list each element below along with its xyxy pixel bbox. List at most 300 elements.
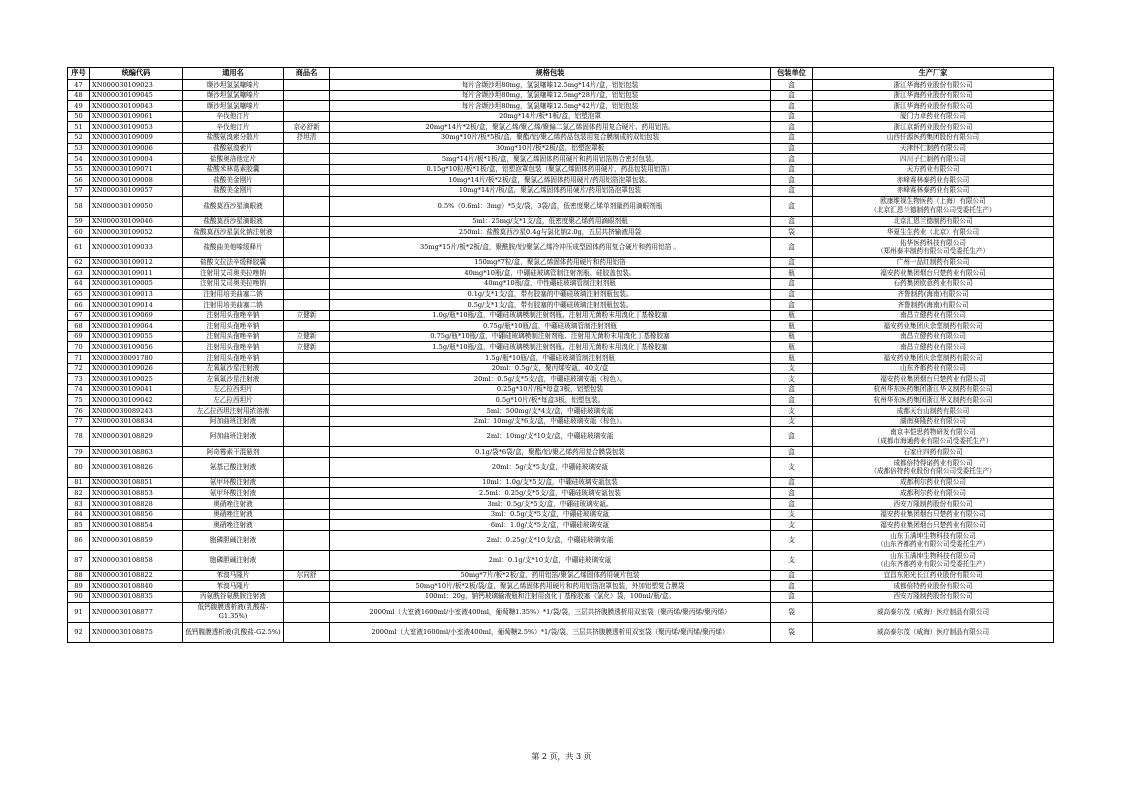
cell-package-unit: 盒 [771, 395, 813, 406]
cell-manufacturer: 杭州华东医药集团浙江华义制药有限公司 [813, 395, 1054, 406]
cell-index: 84 [68, 509, 90, 520]
cell-spec-package: 5ml：500mg/支*4支/盒，中硼硅玻璃安瓿 [330, 406, 771, 417]
cell-package-unit: 支 [771, 363, 813, 374]
cell-brand-name [284, 488, 330, 499]
drug-table [67, 67, 1054, 643]
cell-manufacturer: 福安药业集团烟台只楚药业有限公司 [813, 520, 1054, 531]
cell-code: XN000030109023 [90, 80, 183, 91]
cell-brand-name [284, 196, 330, 216]
cell-manufacturer: 福安药业集团庆余堂制药有限公司 [813, 321, 1054, 332]
cell-manufacturer: 成都利尔药业有限公司 [813, 477, 1054, 488]
cell-brand-name [284, 363, 330, 374]
cell-generic-name: 低钙腹膜透析液(乳酸盐-G2.5%) [183, 622, 284, 642]
cell-brand-name [284, 406, 330, 417]
table-row [68, 257, 1054, 268]
cell-code: XN000030109056 [90, 342, 183, 353]
cell-code: XN000030109005 [90, 278, 183, 289]
cell-generic-name: 苯溴马隆片 [183, 581, 284, 592]
cell-spec-package: 0.5g/支*1支/盒，带有胶塞的中硼硅玻璃注射剂瓶包装。 [330, 300, 771, 311]
cell-spec-package: 5ml：25mg/支*1支/盒，低密度聚乙烯药用滴眼剂瓶 [330, 216, 771, 227]
cell-brand-name [284, 164, 330, 175]
cell-code: XN000030108863 [90, 447, 183, 458]
table-row [68, 384, 1054, 395]
cell-spec-package: 0.15g*10粒/板*1板/盒，铝塑泡罩包装（聚氯乙烯固体药用硬片，药品包装用铝箔） [330, 164, 771, 175]
cell-code: XN000030108822 [90, 570, 183, 581]
cell-spec-package: 3ml：0.5g/支*5支/盒，中硼硅玻璃安瓿。 [330, 499, 771, 510]
cell-package-unit: 盒 [771, 185, 813, 196]
cell-generic-name: 盐酸莫西沙星氯化钠注射液 [183, 227, 284, 238]
cell-manufacturer: 山东玉满坤生物科技有限公司 （山东齐都药业有限公司受委托生产） [813, 530, 1054, 550]
cell-spec-package: 每片含缬沙坦80mg，氢氯噻嗪12.5mg*14片/盒，铝铝包装 [330, 80, 771, 91]
cell-manufacturer: 浙江华海药业股份有限公司 [813, 101, 1054, 112]
table-row [68, 353, 1054, 364]
cell-manufacturer: 南京丰恺思药物研发有限公司 （成都市海通药业有限公司受委托生产） [813, 427, 1054, 447]
cell-spec-package: 6ml：1.0g/支*5支/盒，中硼硅玻璃安瓿 [330, 520, 771, 531]
cell-spec-package: 0.1g/袋*6袋/盒，聚酯/铝/聚乙烯药用复合膜袋包装 [330, 447, 771, 458]
cell-index: 70 [68, 342, 90, 353]
cell-brand-name [284, 268, 330, 279]
cell-index: 90 [68, 591, 90, 602]
cell-brand-name: 尔同舒 [284, 570, 330, 581]
cell-code: XN000030108829 [90, 427, 183, 447]
cell-code: XN000030108826 [90, 457, 183, 477]
cell-manufacturer: 欧康维视生物医药（上海）有限公司 （北京汇恩兰德制药有限公司受委托生产） [813, 196, 1054, 216]
col-header-package-unit: 包装单位 [771, 68, 813, 80]
cell-generic-name: 盐酸美金刚片 [183, 175, 284, 186]
cell-code: XN000030108840 [90, 581, 183, 592]
cell-brand-name: 立健新 [284, 331, 330, 342]
table-row [68, 143, 1054, 154]
cell-manufacturer: 广州一品红制药有限公司 [813, 257, 1054, 268]
cell-brand-name [284, 237, 330, 257]
cell-brand-name: 抒坦清 [284, 132, 330, 143]
cell-index: 60 [68, 227, 90, 238]
table-row [68, 122, 1054, 133]
cell-generic-name: 阿奇霉素干混悬剂 [183, 447, 284, 458]
cell-package-unit: 盒 [771, 111, 813, 122]
cell-manufacturer: 山东玉满坤生物科技有限公司 （山东齐都药业有限公司受委托生产） [813, 550, 1054, 570]
cell-generic-name: 左氧氟沙星注射液 [183, 363, 284, 374]
cell-manufacturer: 杭州华东医药集团浙江华义制药有限公司 [813, 384, 1054, 395]
cell-spec-package: 30mg*10片/板*2板/盒，铝塑泡罩板 [330, 143, 771, 154]
cell-package-unit: 瓶 [771, 310, 813, 321]
cell-spec-package: 2ml：10mg/支*6支/盒，中硼硅玻璃安瓿（棕色）。 [330, 416, 771, 427]
table-row [68, 90, 1054, 101]
cell-manufacturer: 成都天台山制药有限公司 [813, 406, 1054, 417]
cell-index: 80 [68, 457, 90, 477]
table-row [68, 520, 1054, 531]
cell-index: 77 [68, 416, 90, 427]
cell-manufacturer: 威高泰尔茂（威海）医疗制品有限公司 [813, 602, 1054, 622]
cell-generic-name: 氨基己酸注射液 [183, 457, 284, 477]
cell-spec-package: 100ml：20g，钠钙玻璃输液瓶和注射用卤化丁基橡胶塞（氯化）袋，100ml/瓶/盒。 [330, 591, 771, 602]
cell-spec-package: 0.75g/瓶*10瓶/盒，中硼硅玻璃管制注射剂瓶 [330, 321, 771, 332]
cell-index: 92 [68, 622, 90, 642]
col-header-brand-name: 商品名 [284, 68, 330, 80]
cell-index: 58 [68, 196, 90, 216]
cell-index: 78 [68, 427, 90, 447]
cell-manufacturer: 齐鲁制药(海南)有限公司 [813, 289, 1054, 300]
cell-package-unit: 盒 [771, 289, 813, 300]
cell-generic-name: 注射用培美曲塞二钠 [183, 300, 284, 311]
cell-index: 66 [68, 300, 90, 311]
cell-package-unit: 盒 [771, 143, 813, 154]
cell-spec-package: 40mg*10瓶/盒，中硼硅玻璃管制注射剂瓶、硅胶盖包装。 [330, 268, 771, 279]
table-row [68, 550, 1054, 570]
cell-manufacturer: 山西仟源医药集团股份有限公司 [813, 132, 1054, 143]
table-row [68, 268, 1054, 279]
cell-package-unit: 支 [771, 520, 813, 531]
cell-code: XN000030109055 [90, 331, 183, 342]
cell-manufacturer: 福安药业集团烟台只楚药业有限公司 [813, 268, 1054, 279]
table-row [68, 310, 1054, 321]
cell-package-unit: 瓶 [771, 268, 813, 279]
cell-brand-name [284, 90, 330, 101]
cell-package-unit: 瓶 [771, 353, 813, 364]
table-row [68, 499, 1054, 510]
cell-generic-name: 左乙拉西坦片 [183, 384, 284, 395]
cell-spec-package: 2.5ml：0.25g/支*5支/盒，中硼硅玻璃安瓿包装 [330, 488, 771, 499]
cell-index: 83 [68, 499, 90, 510]
cell-spec-package: 1.5g/瓶*10瓶/盒，中硼硅玻璃管制注射剂瓶 [330, 353, 771, 364]
cell-package-unit: 盒 [771, 80, 813, 91]
table-row [68, 101, 1054, 112]
cell-spec-package: 5mg*14片/板*1板/盒，聚氯乙烯固体药用硬片和药用铝箔热合密封包装。 [330, 154, 771, 165]
cell-code: XN000030109042 [90, 395, 183, 406]
cell-manufacturer: 成都倍特得诺药业有限公司 （成都倍特药业股份有限公司受委托生产） [813, 457, 1054, 477]
cell-spec-package: 30mg*10片/板*5板/盒，聚酯/铝/聚乙烯药品包装用复合膜制成的双铝包装 [330, 132, 771, 143]
cell-spec-package: 每片含缬沙坦80mg，氢氯噻嗪12.5mg*28片/盒，铝铝包装 [330, 90, 771, 101]
cell-package-unit: 盒 [771, 101, 813, 112]
cell-spec-package: 10mg*14片/板/盒，聚氯乙烯固体药用硬片/药用铝箔泡罩包装 [330, 185, 771, 196]
cell-brand-name [284, 622, 330, 642]
cell-index: 74 [68, 384, 90, 395]
table-row [68, 175, 1054, 186]
cell-package-unit: 支 [771, 374, 813, 385]
col-header-index: 序号 [68, 68, 90, 80]
cell-brand-name [284, 289, 330, 300]
cell-generic-name: 盐酸米林葛素胶囊 [183, 164, 284, 175]
cell-generic-name: 奥硝唑注射液 [183, 509, 284, 520]
cell-spec-package: 20ml：0.5g/支*5支/盒，中硼硅玻璃安瓿（棕色）。 [330, 374, 771, 385]
cell-manufacturer: 宜昌东阳光长江药业股份有限公司 [813, 570, 1054, 581]
cell-brand-name [284, 550, 330, 570]
cell-generic-name: 左乙拉西坦片 [183, 395, 284, 406]
table-row [68, 278, 1054, 289]
cell-spec-package: 每片含缬沙坦80mg，氢氯噻嗪12.5mg*42片/盒，铝铝包装 [330, 101, 771, 112]
table-row [68, 447, 1054, 458]
cell-code: XN000030109011 [90, 268, 183, 279]
cell-package-unit: 盒 [771, 132, 813, 143]
col-header-spec-package: 规格包装 [330, 68, 771, 80]
cell-index: 69 [68, 331, 90, 342]
cell-index: 65 [68, 289, 90, 300]
cell-code: XN000030109006 [90, 143, 183, 154]
cell-code: XN000030109069 [90, 310, 183, 321]
cell-index: 53 [68, 143, 90, 154]
cell-brand-name [284, 278, 330, 289]
cell-code: XN000030109071 [90, 164, 183, 175]
cell-spec-package: 2ml：0.1g/支*10支/盒，中硼硅玻璃安瓿 [330, 550, 771, 570]
cell-index: 89 [68, 581, 90, 592]
cell-brand-name [284, 80, 330, 91]
table-row [68, 581, 1054, 592]
cell-package-unit: 支 [771, 457, 813, 477]
cell-spec-package: 3ml：0.5g/支*5支/盒，中硼硅玻璃安瓿 [330, 509, 771, 520]
cell-manufacturer: 成都利尔药业有限公司 [813, 488, 1054, 499]
table-row [68, 622, 1054, 642]
cell-manufacturer: 西安万隆制药股份有限公司 [813, 591, 1054, 602]
table-header-row [68, 68, 1054, 80]
cell-manufacturer: 浙江华海药业股份有限公司 [813, 90, 1054, 101]
cell-manufacturer: 南昌立健药业有限公司 [813, 342, 1054, 353]
cell-package-unit: 支 [771, 406, 813, 417]
cell-manufacturer: 天津怀仁制药有限公司 [813, 143, 1054, 154]
table-row [68, 488, 1054, 499]
cell-code: XN000030109014 [90, 300, 183, 311]
cell-manufacturer: 四川子仁制药有限公司 [813, 154, 1054, 165]
cell-generic-name: 盐酸莫西沙星滴眼液 [183, 196, 284, 216]
cell-generic-name: 奥硝唑注射液 [183, 499, 284, 510]
cell-spec-package: 50mg*7片/板*2板/盒，药用铝箔/聚氯乙烯固体药用硬片包装 [330, 570, 771, 581]
cell-spec-package: 50mg*10片/板*2板/袋/盒，聚氯乙烯固体药用硬片和药用铝箔泡罩包装，外加铝塑复合膜袋 [330, 581, 771, 592]
cell-spec-package: 0.1g/支*1支/盒，带有胶塞的中硼硅玻璃注射剂瓶包装。 [330, 289, 771, 300]
cell-spec-package: 1.5g/瓶*10瓶/盒，中硼硅玻璃模制注射剂瓶、注射用无菌粉末用溴化丁基橡胶塞 [330, 342, 771, 353]
cell-package-unit: 支 [771, 509, 813, 520]
table-row [68, 406, 1054, 417]
cell-index: 81 [68, 477, 90, 488]
cell-index: 76 [68, 406, 90, 417]
cell-generic-name: 胞磷胆碱注射液 [183, 550, 284, 570]
cell-code: XN000030109013 [90, 289, 183, 300]
cell-brand-name [284, 143, 330, 154]
cell-brand-name [284, 227, 330, 238]
cell-index: 75 [68, 395, 90, 406]
cell-package-unit: 盒 [771, 499, 813, 510]
col-header-code: 统编代码 [90, 68, 183, 80]
cell-brand-name [284, 374, 330, 385]
cell-manufacturer: 浙江京新药业股份有限公司 [813, 122, 1054, 133]
cell-code: XN000030108835 [90, 591, 183, 602]
cell-index: 52 [68, 132, 90, 143]
cell-manufacturer: 佑华医药科技有限公司 （郑州泰丰制药有限公司受委托生产） [813, 237, 1054, 257]
cell-brand-name [284, 321, 330, 332]
table-row [68, 374, 1054, 385]
cell-generic-name: 注射用头孢唑辛钠 [183, 321, 284, 332]
cell-brand-name [284, 457, 330, 477]
cell-brand-name [284, 216, 330, 227]
cell-package-unit: 盒 [771, 591, 813, 602]
table-row [68, 154, 1054, 165]
cell-manufacturer: 厦门力卓药业有限公司 [813, 111, 1054, 122]
cell-package-unit: 盒 [771, 196, 813, 216]
cell-package-unit: 盒 [771, 90, 813, 101]
cell-generic-name: 苯溴马隆片 [183, 570, 284, 581]
cell-generic-name: 注射用艾司奥美拉唑钠 [183, 268, 284, 279]
cell-manufacturer: 天方药业有限公司 [813, 164, 1054, 175]
cell-generic-name: 阿加曲班注射液 [183, 416, 284, 427]
cell-brand-name [284, 353, 330, 364]
table-row [68, 185, 1054, 196]
cell-spec-package: 20ml：0.5g/支，聚丙烯安瓿，40支/盒 [330, 363, 771, 374]
cell-code: XN000030108856 [90, 509, 183, 520]
cell-generic-name: 缬沙坦氢氯噻嗪片 [183, 90, 284, 101]
cell-manufacturer: 赤峰赛林泰药业有限公司 [813, 175, 1054, 186]
cell-index: 62 [68, 257, 90, 268]
cell-brand-name [284, 154, 330, 165]
cell-manufacturer: 福安药业集团庆余堂制药有限公司 [813, 353, 1054, 364]
cell-index: 64 [68, 278, 90, 289]
table-row [68, 602, 1054, 622]
table-row [68, 300, 1054, 311]
cell-code: XN000030108875 [90, 622, 183, 642]
cell-spec-package: 40mg*10瓶/盒，中性硼硅玻璃管制注射剂瓶 [330, 278, 771, 289]
cell-manufacturer: 齐鲁制药(海南)有限公司 [813, 300, 1054, 311]
table-row [68, 111, 1054, 122]
cell-generic-name: 注射用头孢唑辛钠 [183, 331, 284, 342]
cell-manufacturer: 北京汇恩兰德制药有限公司 [813, 216, 1054, 227]
cell-generic-name: 左乙拉西坦注射用浓溶液 [183, 406, 284, 417]
table-row [68, 395, 1054, 406]
table-body [68, 80, 1054, 643]
cell-package-unit: 盒 [771, 488, 813, 499]
cell-brand-name [284, 416, 330, 427]
cell-generic-name: 盐酸莫西沙星滴眼液 [183, 216, 284, 227]
cell-manufacturer: 福安药业集团烟台只楚药业有限公司 [813, 509, 1054, 520]
cell-code: XN000030108859 [90, 530, 183, 550]
cell-code: XN000030109052 [90, 227, 183, 238]
table-row [68, 591, 1054, 602]
cell-index: 59 [68, 216, 90, 227]
cell-code: XN000030109008 [90, 175, 183, 186]
cell-brand-name [284, 111, 330, 122]
cell-index: 79 [68, 447, 90, 458]
cell-generic-name: 氨甲环酸注射液 [183, 477, 284, 488]
table-row [68, 132, 1054, 143]
cell-manufacturer: 西安万隆制药股份有限公司 [813, 499, 1054, 510]
table-row [68, 427, 1054, 447]
table-row [68, 457, 1054, 477]
cell-spec-package: 1.0g/瓶*10瓶/盒，中硼硅玻璃模制注射剂瓶、注射用无菌粉末用溴化丁基橡胶塞 [330, 310, 771, 321]
cell-generic-name: 奥硝唑注射液 [183, 520, 284, 531]
cell-generic-name: 缬沙坦氢氯噻嗪片 [183, 101, 284, 112]
cell-package-unit: 盒 [771, 300, 813, 311]
cell-index: 63 [68, 268, 90, 279]
cell-generic-name: 注射用头孢唑辛钠 [183, 353, 284, 364]
table-row [68, 570, 1054, 581]
cell-package-unit: 盒 [771, 384, 813, 395]
cell-package-unit: 盒 [771, 447, 813, 458]
cell-spec-package: 35mg*15片/板*2板/盒，聚酰胺/铝/聚氯乙烯冷冲压成型固体药用复合硬片和药用铝箔 。 [330, 237, 771, 257]
cell-spec-package: 10ml：1.0g/支*5支/盒，中硼硅玻璃安瓿包装 [330, 477, 771, 488]
cell-package-unit: 盒 [771, 122, 813, 133]
cell-generic-name: 辛伐他汀片 [183, 111, 284, 122]
cell-generic-name: 注射用头孢唑辛钠 [183, 310, 284, 321]
table-row [68, 289, 1054, 300]
cell-spec-package: 150mg*7粒/盒，聚氯乙烯固体药用硬片和药用铝箔 [330, 257, 771, 268]
cell-index: 57 [68, 185, 90, 196]
cell-brand-name [284, 499, 330, 510]
cell-manufacturer: 南昌立健药业有限公司 [813, 331, 1054, 342]
cell-index: 68 [68, 321, 90, 332]
cell-code: XN000030109012 [90, 257, 183, 268]
cell-spec-package: 0.25g*10片/板*每盒3板，铝塑包装 [330, 384, 771, 395]
cell-code: XN000030109046 [90, 216, 183, 227]
cell-spec-package: 2000ml（大室液1600ml/小室液400ml，葡萄糖2.5%）*1/袋/袋，三层共挤腹膜透析用双室袋（聚丙烯/聚丙烯/聚丙烯） [330, 622, 771, 642]
cell-generic-name: 左氧氟沙星注射液 [183, 374, 284, 385]
cell-code: XN000030109043 [90, 101, 183, 112]
cell-brand-name: 京必舒新 [284, 122, 330, 133]
cell-brand-name [284, 395, 330, 406]
cell-package-unit: 袋 [771, 227, 813, 238]
cell-brand-name [284, 257, 330, 268]
cell-spec-package: 2000ml（大室液1600ml/小室液400ml，葡萄糖1.35%）*1/袋/袋，三层共挤腹膜透析用双室袋（聚丙烯/聚丙烯/聚丙烯） [330, 602, 771, 622]
cell-code: XN000030108877 [90, 602, 183, 622]
cell-manufacturer: 华夏生生药业（北京）有限公司 [813, 227, 1054, 238]
cell-code: XN000030108858 [90, 550, 183, 570]
cell-generic-name: 丙氨酰谷氨酰胺注射液 [183, 591, 284, 602]
cell-index: 56 [68, 175, 90, 186]
cell-brand-name [284, 477, 330, 488]
cell-index: 91 [68, 602, 90, 622]
col-header-generic-name: 通用名 [183, 68, 284, 80]
cell-spec-package: 0.5%（0.6ml：3mg）*5支/袋，3袋/盒，低密度聚乙烯单剂量药用滴眼剂瓶 [330, 196, 771, 216]
cell-package-unit: 盒 [771, 154, 813, 165]
cell-brand-name [284, 530, 330, 550]
cell-manufacturer: 南昌立健药业有限公司 [813, 310, 1054, 321]
cell-package-unit: 支 [771, 550, 813, 570]
cell-index: 71 [68, 353, 90, 364]
cell-generic-name: 盐酸文拉法辛缓释胶囊 [183, 257, 284, 268]
cell-code: XN000030108853 [90, 488, 183, 499]
cell-brand-name [284, 101, 330, 112]
table-row [68, 196, 1054, 216]
cell-code: XN000030109041 [90, 384, 183, 395]
cell-package-unit: 瓶 [771, 331, 813, 342]
cell-index: 51 [68, 122, 90, 133]
table-row [68, 216, 1054, 227]
cell-generic-name: 阿加曲班注射液 [183, 427, 284, 447]
cell-package-unit: 盒 [771, 427, 813, 447]
table-row [68, 477, 1054, 488]
cell-manufacturer: 湖南赛隆药业有限公司 [813, 416, 1054, 427]
cell-code: XN000030108834 [90, 416, 183, 427]
cell-code: XN000030109033 [90, 237, 183, 257]
cell-index: 67 [68, 310, 90, 321]
table-row [68, 80, 1054, 91]
table-row [68, 331, 1054, 342]
cell-code: XN000030109026 [90, 363, 183, 374]
cell-generic-name: 盐酸氨溴索片 [183, 143, 284, 154]
cell-manufacturer: 福安药业集团烟台只楚药业有限公司 [813, 374, 1054, 385]
cell-generic-name: 注射用艾司奥美拉唑钠 [183, 278, 284, 289]
cell-spec-package: 0.75g/瓶*10瓶/盒，中硼硅玻璃模制注射剂瓶、注射用无菌粉末用溴化丁基橡胶塞 [330, 331, 771, 342]
cell-index: 87 [68, 550, 90, 570]
cell-code: XN000030108854 [90, 520, 183, 531]
cell-brand-name: 立健新 [284, 310, 330, 321]
cell-code: XN000030109061 [90, 111, 183, 122]
cell-spec-package: 20mg*14片*2板/盒，聚氯乙烯/聚乙烯/聚偏二氯乙烯固体药用复合硬片、药用铝箔。 [330, 122, 771, 133]
table-row [68, 416, 1054, 427]
cell-package-unit: 瓶 [771, 321, 813, 332]
cell-code: XN000030091780 [90, 353, 183, 364]
cell-generic-name: 盐酸氨溴索分散片 [183, 132, 284, 143]
cell-spec-package: 0.5g*10片/板*每盒3板，铝塑包装。 [330, 395, 771, 406]
cell-package-unit: 支 [771, 416, 813, 427]
cell-index: 47 [68, 80, 90, 91]
cell-code: XN000030089243 [90, 406, 183, 417]
cell-manufacturer: 赤峰赛林泰药业有限公司 [813, 185, 1054, 196]
